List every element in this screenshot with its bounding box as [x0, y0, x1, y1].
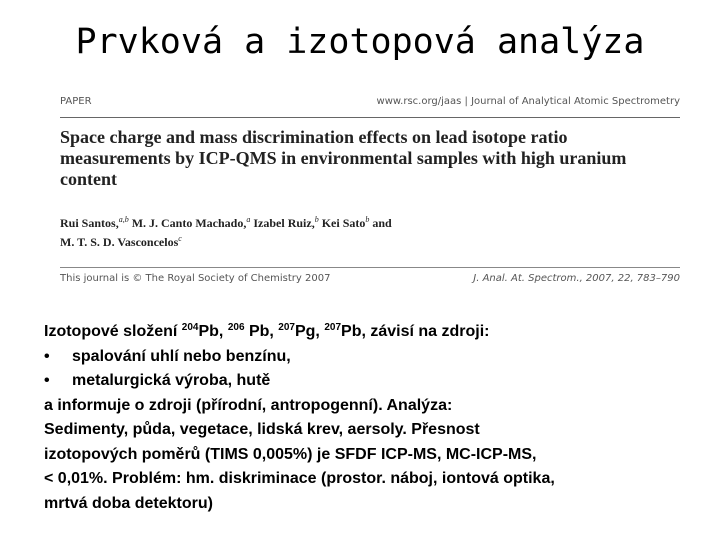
author-name: Rui Santos,	[60, 216, 119, 230]
isotope-composition-line	[44, 320, 704, 345]
paper-label: PAPER	[60, 96, 92, 107]
bullet-marker: •	[44, 347, 50, 365]
bullet-marker: •	[44, 372, 50, 389]
isotope-mass: 207	[278, 322, 295, 333]
paper-header	[60, 96, 680, 112]
element-symbol: Pb, závisí na zdroji:	[341, 323, 490, 340]
bullet-text: metalurgická výroba, hutě	[72, 372, 271, 389]
footer-divider	[60, 267, 680, 268]
body-line: < 0,01%. Problém: hm. diskriminace (prostor. náboj, iontová optika,	[44, 470, 555, 487]
slide-body	[44, 320, 704, 516]
body-line: mrtvá doba detektoru)	[44, 494, 213, 512]
journal-separator: |	[464, 96, 468, 107]
bullet-item	[44, 345, 704, 370]
element-symbol: Pg,	[294, 323, 325, 340]
body-text-intro: Izotopové složení	[44, 323, 182, 340]
bullet-item	[44, 369, 704, 394]
author-name: M. T. S. D. Vasconcelos	[60, 235, 179, 249]
journal-url: www.rsc.org/jaas	[376, 96, 462, 107]
author-affiliation: b	[365, 215, 370, 224]
author-conjunction: and	[372, 216, 392, 230]
paper-authors	[60, 212, 680, 250]
journal-info	[377, 96, 680, 107]
isotope-mass: 207	[324, 322, 342, 333]
author-name: M. J. Canto Machado,	[131, 216, 247, 230]
element-symbol: Pb,	[198, 323, 228, 340]
author-name: Kei Sato	[321, 216, 366, 230]
element-symbol: Pb,	[244, 323, 279, 340]
journal-name: Journal of Analytical Atomic Spectrometry	[471, 96, 680, 107]
paper-header-image	[58, 92, 682, 287]
body-line: izotopových poměrů (TIMS 0,005%) je SFDF ICP-MS, MC-ICP-MS,	[44, 445, 537, 463]
author-affiliation: a	[246, 215, 251, 224]
body-line: Sedimenty, půda, vegetace, lidská krev, aersoly. Přesnost	[44, 421, 480, 438]
bullet-text: spalování uhlí nebo benzínu,	[72, 347, 291, 365]
slide-title: Prvková a izotopová analýza	[75, 22, 645, 62]
author-affiliation: a,b	[118, 215, 129, 224]
isotope-mass: 206	[227, 322, 245, 333]
paper-copyright: This journal is © The Royal Society of Chemistry 2007	[60, 273, 331, 284]
author-affiliation: c	[178, 234, 182, 243]
header-divider	[60, 117, 680, 118]
isotope-mass: 204	[181, 322, 199, 333]
author-name: Izabel Ruiz,	[253, 216, 315, 230]
paper-footer	[60, 273, 680, 287]
paper-title: Space charge and mass discrimination effects on lead isotope ratio measurements by ICP-QMS in environmental samples with high uranium content	[60, 127, 627, 189]
body-line: a informuje o zdroji (přírodní, antropogenní). Analýza:	[44, 396, 453, 414]
author-affiliation: b	[314, 215, 319, 224]
paper-citation: J. Anal. At. Spectrom., 2007, 22, 783–790	[473, 273, 680, 284]
